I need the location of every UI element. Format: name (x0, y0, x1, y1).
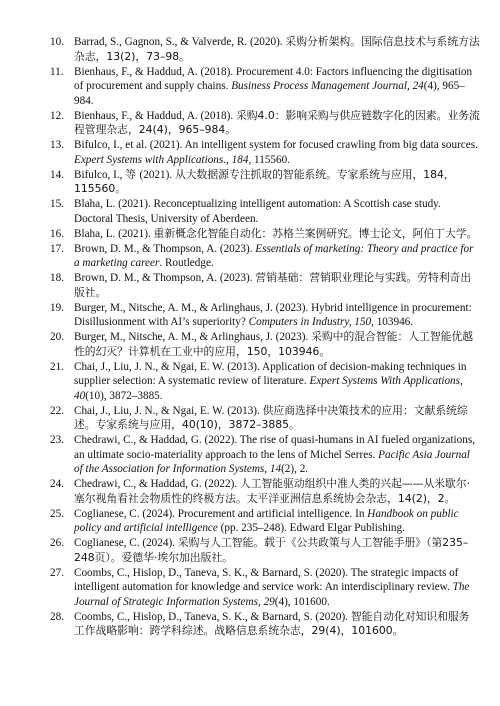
reference-item (50, 610, 480, 639)
reference-item (50, 197, 480, 226)
reference-item (50, 404, 480, 433)
reference-text-segment: 采购与人工智能。载于《公共政策与人工智能手册》（第235–248页）。爱德华·埃尔加出版社。 (74, 536, 469, 564)
reference-text (74, 271, 471, 299)
reference-list (50, 35, 480, 639)
reference-text-segment: (2021). (139, 168, 175, 181)
reference-text (74, 139, 478, 166)
reference-item (50, 536, 480, 565)
reference-number: 19. (50, 301, 64, 314)
reference-number: 26. (50, 537, 64, 549)
reference-text-segment: Chai, J., Liu, J. N., & Ngai, E. W. (2013). (74, 404, 263, 417)
reference-item (50, 35, 480, 64)
reference-number: 12. (50, 109, 64, 122)
reference-text-segment: Bienhaus, F., & Haddud, A. (2018). Procurement 4.0: Factors influencing the digitisation of procurement and supply chains. (74, 65, 473, 92)
reference-item (50, 566, 480, 610)
reference-text-segment: (10), 3872–3885. (85, 389, 163, 402)
reference-text-segment: 人工智能驱动组织中准人类的兴起——从米歇尔·塞尔视角看社会物质性的终极方法。太平洋亚洲信息系统协会杂志，14(2)，2。 (74, 477, 471, 505)
reference-text-segment: (pp. 235–248). Edward Elgar Publishing. (217, 522, 405, 534)
reference-number: 11. (50, 65, 64, 78)
reference-text (74, 567, 469, 608)
reference-italic-text: Handbook on public policy and artificial intelligence (74, 507, 459, 534)
reference-text-segment: Burger, M., Nitsche, A. M., & Arlinghaus, J. (2023). Hybrid intelligence in procurement: Disillusionment with AI’s superiority? (74, 301, 472, 328)
reference-text-segment: (4), 101600. (274, 595, 330, 608)
reference-text (74, 66, 472, 107)
reference-italic-text: Essentials of marketing: Theory and practice for a marketing career (74, 242, 474, 269)
reference-number: 23. (50, 434, 64, 446)
reference-text-segment: Blaha, L. (2021). (74, 227, 154, 240)
reference-text (74, 404, 468, 432)
reference-text-segment: Chedrawi, C., & Haddad, G. (2022). (74, 478, 240, 490)
reference-item (50, 330, 480, 359)
reference-number: 24. (50, 478, 64, 490)
reference-text-segment: 营销基础：营销职业理论与实践。劳特利奇出版社。 (74, 271, 472, 299)
reference-text-segment: , 115560. (248, 153, 290, 166)
reference-text-segment: 供应商选择中决策技术的应用：文献系统综述。专家系统与应用，40(10)，3872–3885。 (74, 403, 468, 431)
reference-text-segment: Coglianese, C. (2024). Procurement and artificial intelligence. In (74, 507, 368, 520)
reference-item (50, 109, 480, 138)
reference-text-segment: Blaha, L. (2021). Reconceptualizing intelligent automation: A Scottish case study. Doctoral Thesis, University of Aberdeen. (74, 198, 441, 225)
reference-italic-text: Expert Systems With Applications, 40 (74, 375, 463, 402)
reference-text-segment: (2), 2. (281, 463, 309, 475)
reference-number: 14. (50, 168, 64, 181)
reference-text (74, 35, 480, 63)
reference-text-segment: Chai, J., Liu, J. N., & Ngai, E. W. (2013). Application of decision-making techniques in supplier selection: A systematic review of literature. (74, 360, 467, 387)
reference-text (74, 243, 473, 270)
reference-text-segment: Bienhaus, F., & Haddud, A. (2018). (74, 109, 236, 122)
reference-text-segment: Barrad, S., Gagnon, S., & Valverde, R. (2020). (74, 36, 286, 48)
reference-text-segment: 等 (125, 167, 140, 181)
reference-item (50, 242, 480, 271)
reference-text (74, 477, 470, 505)
reference-text (74, 330, 473, 358)
reference-text-segment: , 103946. (371, 316, 414, 328)
reference-item (50, 271, 480, 300)
reference-text-segment: 智能自动化对知识和服务工作战略影响：跨学科综述。战略信息系统杂志，29(4)，101600。 (74, 609, 470, 637)
reference-text (74, 168, 455, 196)
reference-number: 13. (50, 139, 64, 151)
reference-text-segment: Coglianese, C. (2024). (74, 537, 178, 549)
reference-text-segment: Bifulco, I., et al. (2021). An intelligent system for focused crawling from big data sources. (74, 139, 478, 151)
reference-text-segment: . Routledge. (159, 257, 214, 269)
reference-number: 21. (50, 360, 64, 373)
reference-item (50, 301, 480, 330)
reference-text-segment: Bifulco, I., (74, 168, 126, 181)
reference-text-segment: 采购分析架构。国际信息技术与系统方法杂志，13(2)，73–98。 (74, 35, 480, 63)
reference-text (74, 361, 466, 402)
reference-item (50, 433, 480, 477)
reference-item (50, 360, 480, 404)
reference-item (50, 507, 480, 536)
reference-item (50, 138, 480, 167)
reference-number: 25. (50, 507, 64, 520)
reference-text-segment: (4), 965–984. (74, 80, 465, 107)
reference-text-segment: , (226, 153, 232, 166)
reference-italic-text: The Journal of Strategic Information Systems, 29 (74, 581, 470, 608)
reference-italic-text: Computers in Industry, 150 (248, 316, 372, 328)
reference-text (74, 227, 477, 240)
reference-text-segment: 采购中的混合智能：人工智能优越性的幻灭？计算机在工业中的应用，150，103946。 (74, 330, 474, 358)
reference-text-segment: Burger, M., Nitsche, A. M., & Arlinghaus, J. (2023). (74, 331, 312, 343)
reference-text (74, 508, 459, 535)
reference-text-segment: Chedrawi, C., & Haddad, G. (2022). The rise of quasi-humans in AI fueled organizations, an ultimate socio-materiality approach to the lens of Michel Serres. (74, 434, 476, 461)
reference-italic-text: 184 (231, 153, 249, 166)
reference-number: 15. (50, 198, 64, 210)
reference-text-segment: 重新概念化智能自动化：苏格兰案例研究。博士论文，阿伯丁大学。 (153, 226, 478, 240)
reference-number: 17. (50, 242, 64, 255)
reference-number: 27. (50, 566, 64, 579)
reference-item (50, 477, 480, 506)
reference-number: 20. (50, 331, 64, 343)
reference-text (74, 198, 441, 225)
reference-text-segment: 采购4.0：影响采购与供应链数字化的因素。业务流程管理杂志，24(4)，965–984。 (74, 108, 480, 136)
reference-italic-text: Expert Systems with Applications. (74, 153, 227, 166)
reference-text (74, 610, 470, 638)
reference-text-segment: 从大数据源专注抓取的智能系统。专家系统与应用，184，115560。 (74, 167, 455, 195)
reference-number: 22. (50, 404, 64, 417)
reference-text-segment: Coombs, C., Hislop, D., Taneva, S. K., & Barnard, S. (2020). (74, 610, 351, 623)
reference-number: 18. (50, 272, 64, 284)
reference-item (50, 65, 480, 109)
reference-text-segment: Brown, D. M., & Thompson, A. (2023). (74, 242, 256, 255)
reference-italic-text: Business Process Management Journal, 24 (231, 80, 424, 92)
reference-item (50, 227, 480, 242)
reference-number: 16. (50, 227, 64, 240)
reference-italic-text: Pacific Asia Journal of the Association for Information Systems, 14 (74, 448, 470, 475)
reference-text (74, 302, 472, 329)
reference-text-segment: Coombs, C., Hislop, D., Taneva, S. K., & Barnard, S. (2020). The strategic impacts of intelligent automation for knowledge and service work: An interdisciplinary review. (74, 566, 459, 593)
reference-text (74, 434, 475, 475)
reference-text-segment: Brown, D. M., & Thompson, A. (2023). (74, 272, 256, 284)
reference-item (50, 168, 480, 197)
reference-text (74, 109, 480, 137)
reference-number: 28. (50, 610, 64, 623)
reference-text (74, 536, 468, 564)
reference-number: 10. (50, 36, 64, 48)
